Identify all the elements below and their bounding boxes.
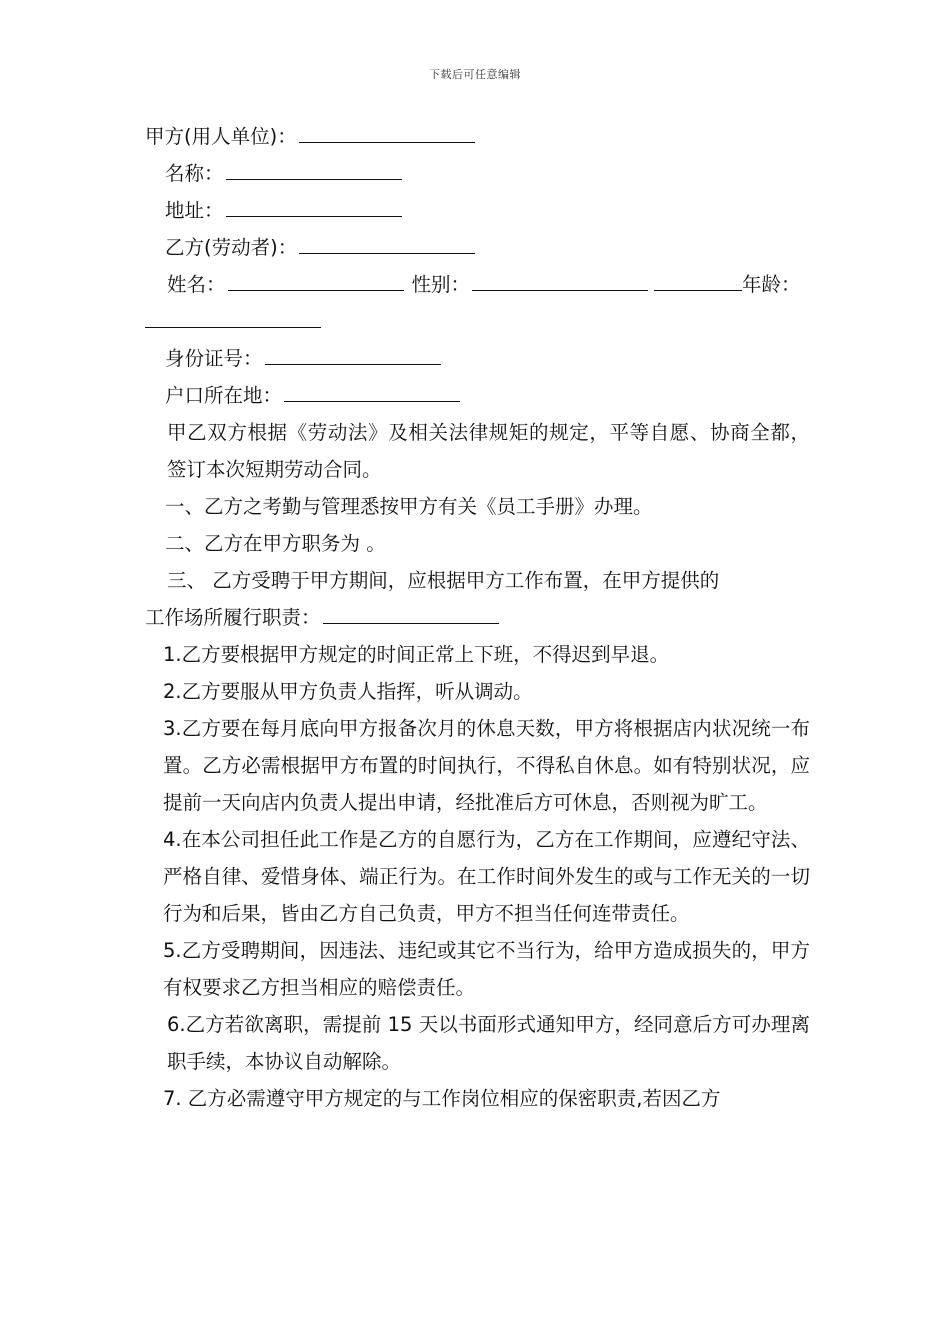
party-b-line: [145, 229, 810, 266]
id-line: [145, 340, 810, 377]
party-a-line: [145, 118, 810, 155]
item-7: 7. 乙方必需遵守甲方规定的与工作岗位相应的保密职责,若因乙方: [163, 1087, 721, 1110]
person-info-line: [145, 266, 810, 303]
person-name-blank: [228, 289, 404, 291]
intro-paragraph: 甲乙双方根据《劳动法》及相关法律规矩的规定，平等自愿、协商全都，签订本次短期劳动合同。: [167, 421, 810, 481]
gender-blank: [472, 289, 648, 291]
party-b-blank: [299, 252, 475, 254]
name-line: [145, 155, 810, 192]
party-a-blank: [299, 141, 475, 143]
clause-3-label: 工作场所履行职责：: [145, 606, 321, 629]
item-3: 3.乙方要在每月底向甲方报备次月的休息天数，甲方将根据店内状况统一布置。乙方必需根据甲方布置的时间执行，不得私自休息。如有特别状况，应提前一天向店内负责人提出申请，经批准后方可休息，否则视为旷工。: [163, 717, 810, 814]
household-line: [145, 377, 810, 414]
clause-3-blank: [323, 622, 499, 624]
item-5: 5.乙方受聘期间，因违法、违纪或其它不当行为，给甲方造成损失的，甲方有权要求乙方担当相应的赔偿责任。: [163, 939, 810, 999]
person-name-label: 姓名：: [167, 273, 226, 296]
item-2: 2.乙方要服从甲方负责人指挥，听从调动。: [163, 680, 533, 703]
age-blank-line: [145, 303, 810, 340]
address-blank: [226, 215, 402, 217]
id-blank: [265, 363, 441, 365]
clause-1: 一、乙方之考勤与管理悉按甲方有关《员工手册》办理。: [165, 495, 653, 518]
party-b-label: 乙方(劳动者)：: [165, 236, 298, 259]
contract-body: [145, 118, 810, 1117]
item-4: 4.在本公司担任此工作是乙方的自愿行为，乙方在工作期间，应遵纪守法、严格自律、爱惜身体、端正行为。在工作时间外发生的或与工作无关的一切行为和后果，皆由乙方自己负责，甲方不担当任何连带责任。: [163, 828, 810, 925]
age-label: 年龄：: [742, 273, 801, 296]
party-a-label: 甲方(用人单位)：: [145, 125, 297, 148]
item-6: 6.乙方若欲离职，需提前 15 天以书面形式通知甲方，经同意后方可办理离职手续，本协议自动解除。: [167, 1013, 810, 1073]
id-label: 身份证号：: [165, 347, 263, 370]
name-label: 名称：: [165, 162, 224, 185]
clause-3-line-b: [145, 599, 810, 636]
clause-3-line-a: 三、 乙方受聘于甲方期间，应根据甲方工作布置，在甲方提供的: [167, 569, 720, 592]
household-label: 户口所在地：: [165, 384, 283, 407]
item-1: 1.乙方要根据甲方规定的时间正常上下班，不得迟到早退。: [163, 643, 670, 666]
gender-label: 性别：: [411, 273, 471, 296]
extra-blank: [654, 289, 742, 291]
household-blank: [284, 400, 460, 402]
clause-2: 二、乙方在甲方职务为 。: [165, 532, 386, 555]
address-line: [145, 192, 810, 229]
page-header-note: 下载后可任意编辑: [429, 68, 521, 81]
age-blank: [145, 326, 321, 328]
name-blank: [226, 178, 402, 180]
address-label: 地址：: [165, 199, 224, 222]
